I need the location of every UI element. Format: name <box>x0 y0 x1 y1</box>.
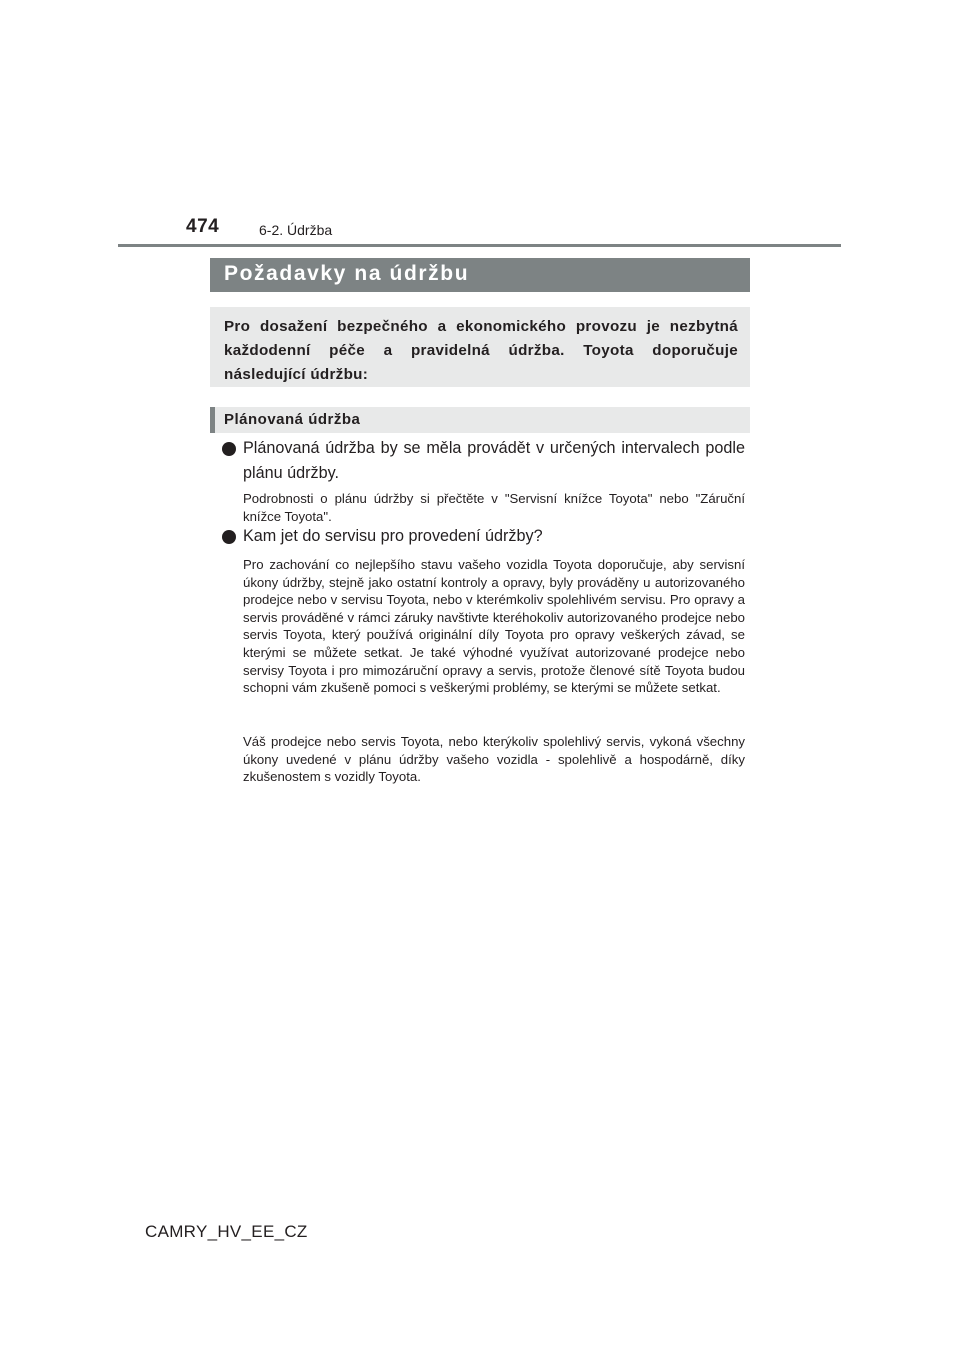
subheading-title: Plánovaná údržba <box>224 411 361 428</box>
bullet-heading: Plánovaná údržba by se měla provádět v určených intervalech podle plánu údržby. <box>243 439 745 482</box>
subheading-accent <box>210 407 215 433</box>
intro-box <box>210 307 750 387</box>
subheading-bar <box>210 407 750 433</box>
intro-text: Pro dosažení bezpečného a ekonomického provozu je nezbytná každodenní péče a pravidelná údržba. Toyota doporučuje následující údržbu: <box>224 318 738 383</box>
header-divider <box>118 244 841 247</box>
bullet-note: Pro zachování co nejlepšího stavu vašeho vozidla Toyota doporučuje, aby servisní úkony údržby, stejně jako ostatní kontroly a opravy, byly prováděny u autorizovaného prodejce nebo v servisu Toyota, nebo v kterémkoliv spolehlivém servisu. Pro opravy a servis prováděné v rámci záruky navštivte kteréhokoliv autorizovaného prodejce nebo servis Toyota, který používá originální díly Toyota pro opravy veškerých závad, se kterými se můžete setkat. Je také výhodné využívat autorizované prodejce nebo servisy Toyota i pro mimozáruční opravy a servis, protože členové sítě Toyota budou schopni vám zkušeně pomoci s veškerými problémy, se kterými se můžete setkat. <box>243 557 745 696</box>
bullet-icon <box>222 530 236 544</box>
bullet-icon <box>222 442 236 456</box>
bullet-heading: Kam jet do servisu pro provedení údržby? <box>243 527 543 545</box>
bullet-note: Podrobnosti o plánu údržby si přečtěte v "Servisní knížce Toyota" nebo "Záruční knížce Toyota". <box>243 491 745 524</box>
bullet-note: Váš prodejce nebo servis Toyota, nebo kterýkoliv spolehlivý servis, vykoná všechny úkony uvedené v plánu údržby vašeho vozidla - spolehlivě a hospodárně, díky zkušenostem s vozidly Toyota. <box>243 734 745 785</box>
document-code: CAMRY_HV_EE_CZ <box>145 1222 308 1241</box>
page-number: 474 <box>186 216 220 237</box>
section-title: Požadavky na údržbu <box>224 262 470 285</box>
section-title-bar <box>210 258 750 292</box>
section-label: 6-2. Údržba <box>259 222 333 238</box>
